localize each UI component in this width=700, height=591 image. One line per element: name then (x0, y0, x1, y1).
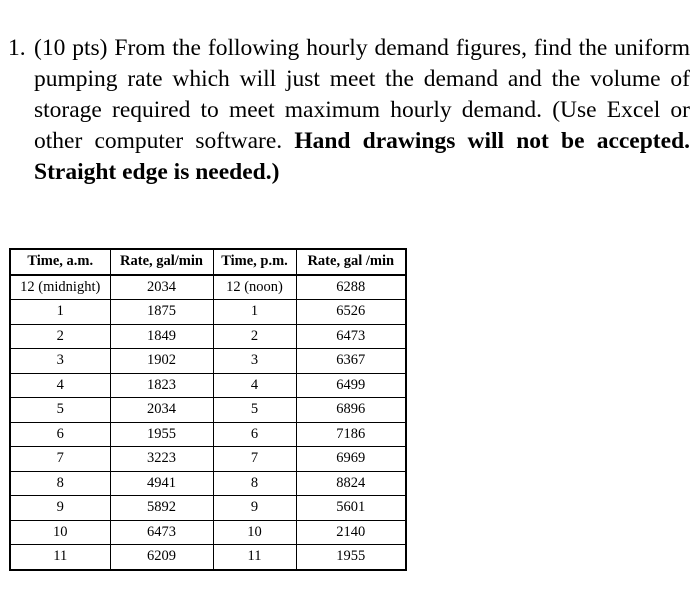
time-pm-cell: 11 (213, 545, 296, 570)
time-am-cell: 5 (10, 398, 110, 423)
table-row (10, 300, 406, 325)
time-pm-cell: 2 (213, 324, 296, 349)
rate-pm-cell: 1955 (296, 545, 406, 570)
time-pm-cell: 1 (213, 300, 296, 325)
rate-am-cell: 5892 (110, 496, 213, 521)
time-am-cell: 10 (10, 520, 110, 545)
problem-text-main: (10 pts) From the following hourly demand figures, find the uniform pumping rate which will just meet the demand and the volume of storage required to meet maximum hourly demand. (Use Excel or other computer software. (34, 35, 690, 154)
rate-pm-cell: 2140 (296, 520, 406, 545)
time-pm-cell: 5 (213, 398, 296, 423)
table-row (10, 275, 406, 300)
rate-pm-cell: 5601 (296, 496, 406, 521)
time-pm-cell: 4 (213, 373, 296, 398)
time-pm-cell: 8 (213, 471, 296, 496)
problem-text (34, 33, 690, 188)
rate-pm-cell: 7186 (296, 422, 406, 447)
rate-am-cell: 6473 (110, 520, 213, 545)
rate-pm-cell: 6288 (296, 275, 406, 300)
table-row (10, 447, 406, 472)
rate-am-cell: 3223 (110, 447, 213, 472)
rate-pm-cell: 6367 (296, 349, 406, 374)
rate-pm-cell: 6526 (296, 300, 406, 325)
time-am-cell: 7 (10, 447, 110, 472)
rate-pm-cell: 6473 (296, 324, 406, 349)
rate-am-cell: 2034 (110, 275, 213, 300)
table-row (10, 373, 406, 398)
hourly-demand-table (9, 248, 407, 571)
table-row (10, 520, 406, 545)
time-pm-cell: 12 (noon) (213, 275, 296, 300)
rate-am-cell: 1823 (110, 373, 213, 398)
rate-pm-cell: 8824 (296, 471, 406, 496)
rate-am-cell: 1902 (110, 349, 213, 374)
rate-pm-cell: 6896 (296, 398, 406, 423)
time-am-cell: 11 (10, 545, 110, 570)
time-pm-cell: 6 (213, 422, 296, 447)
rate-am-cell: 2034 (110, 398, 213, 423)
time-pm-cell: 9 (213, 496, 296, 521)
time-am-cell: 8 (10, 471, 110, 496)
header-rate-pm: Rate, gal /min (296, 249, 406, 275)
rate-pm-cell: 6499 (296, 373, 406, 398)
time-pm-cell: 3 (213, 349, 296, 374)
time-am-cell: 12 (midnight) (10, 275, 110, 300)
table-row (10, 471, 406, 496)
time-am-cell: 1 (10, 300, 110, 325)
table-row (10, 545, 406, 570)
time-am-cell: 9 (10, 496, 110, 521)
table-row (10, 496, 406, 521)
time-am-cell: 3 (10, 349, 110, 374)
time-am-cell: 2 (10, 324, 110, 349)
problem-statement (0, 33, 690, 188)
time-pm-cell: 7 (213, 447, 296, 472)
time-am-cell: 6 (10, 422, 110, 447)
rate-am-cell: 6209 (110, 545, 213, 570)
rate-am-cell: 4941 (110, 471, 213, 496)
header-time-pm: Time, p.m. (213, 249, 296, 275)
header-rate-am: Rate, gal/min (110, 249, 213, 275)
header-time-am: Time, a.m. (10, 249, 110, 275)
table-row (10, 398, 406, 423)
time-am-cell: 4 (10, 373, 110, 398)
rate-am-cell: 1849 (110, 324, 213, 349)
rate-pm-cell: 6969 (296, 447, 406, 472)
time-pm-cell: 10 (213, 520, 296, 545)
table-row (10, 349, 406, 374)
rate-am-cell: 1955 (110, 422, 213, 447)
table-row (10, 324, 406, 349)
table-header-row (10, 249, 406, 275)
problem-number: 1. (8, 35, 26, 61)
rate-am-cell: 1875 (110, 300, 213, 325)
problem-text-bold: Hand drawings will not be accepted. Straight edge is needed.) (34, 128, 691, 185)
table-row (10, 422, 406, 447)
